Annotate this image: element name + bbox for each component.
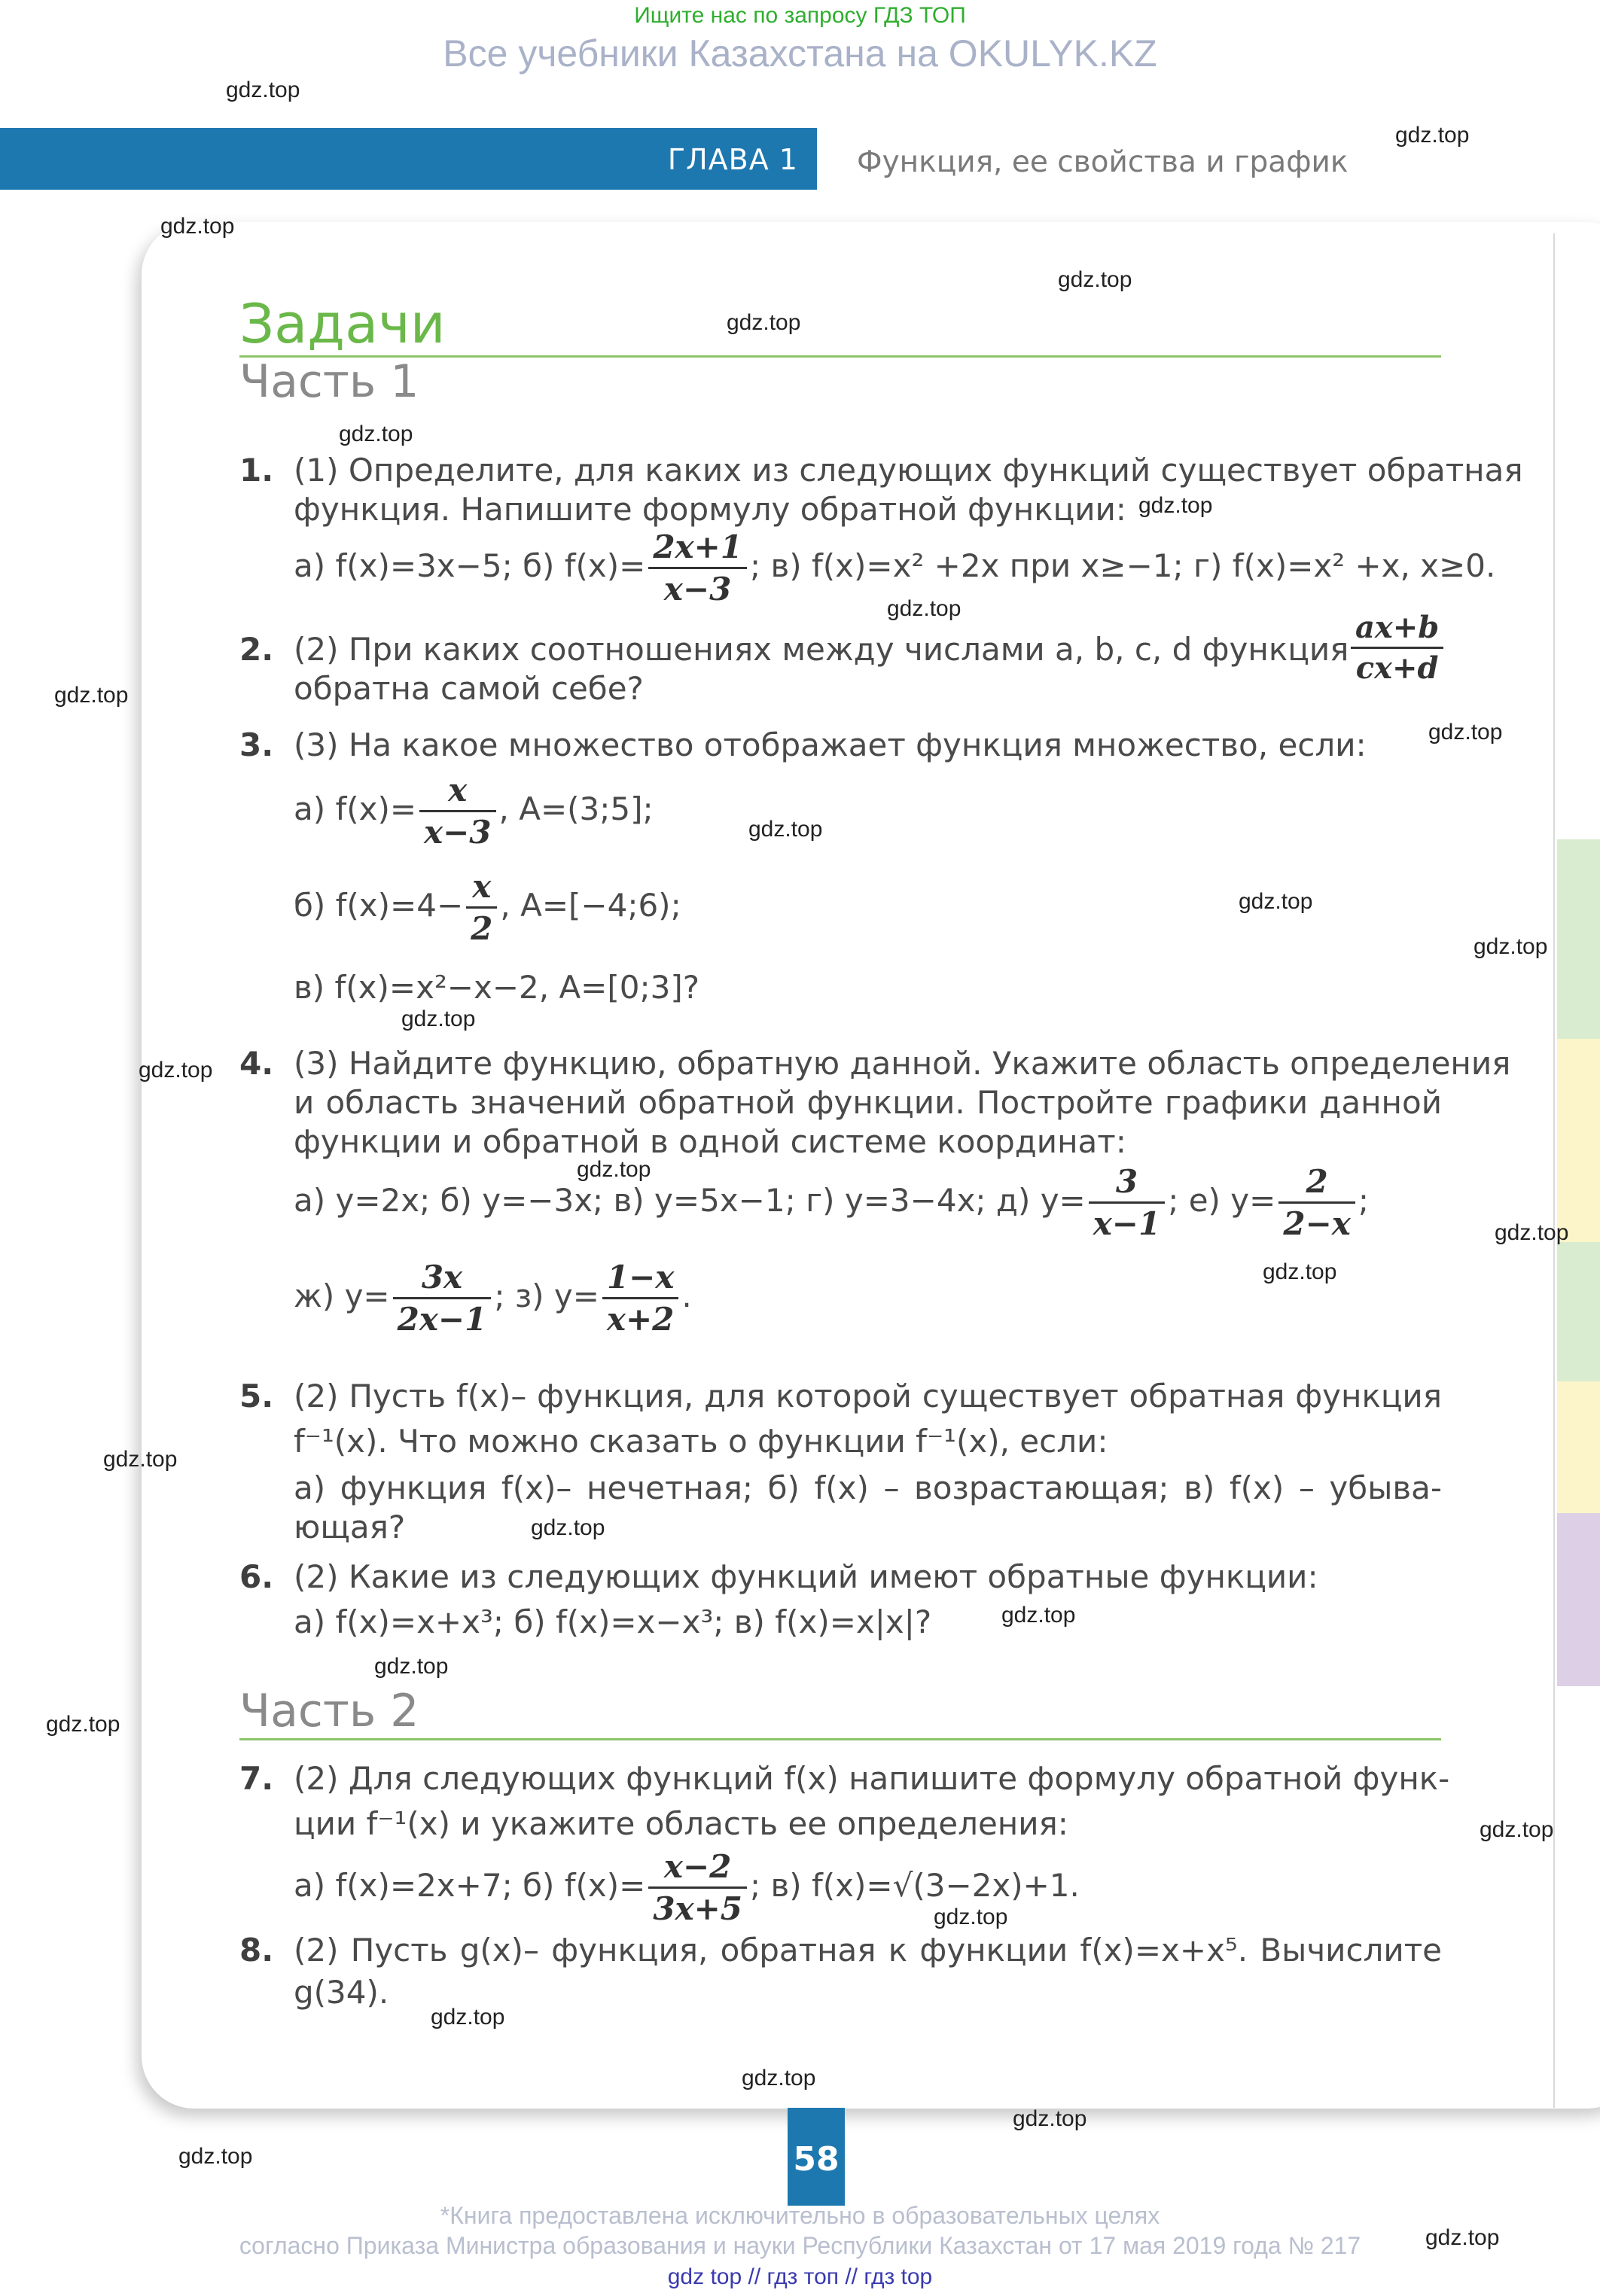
watermark: gdz.top xyxy=(339,422,413,446)
watermark: gdz.top xyxy=(1425,2225,1500,2250)
problem-1-item-a: а) f(x)=3x−5; б) f(x)= xyxy=(294,547,646,584)
denominator: 2x−1 xyxy=(397,1301,487,1338)
problem-2-line-2: обратна самой себе? xyxy=(294,670,644,707)
side-tab-green xyxy=(1557,839,1600,1039)
fraction xyxy=(419,772,495,851)
footer-links[interactable]: gdz top // гдз топ // гдз top xyxy=(667,2264,933,2289)
watermark: gdz.top xyxy=(1013,2106,1087,2131)
chapter-label: ГЛАВА 1 xyxy=(667,143,798,176)
numerator: x−2 xyxy=(648,1848,747,1889)
denominator: 2−x xyxy=(1283,1205,1351,1242)
problem-7-line-1: (2) Для следующих функций f(x) напишите формулу обратной функ- xyxy=(294,1760,1450,1797)
watermark: gdz.top xyxy=(1263,1259,1337,1284)
watermark: gdz.top xyxy=(54,683,129,708)
watermark: gdz.top xyxy=(1239,889,1313,914)
denominator: 3x+5 xyxy=(653,1890,742,1927)
problem-1-number: 1. xyxy=(239,452,274,489)
items-a-to-d: а) y=2x; б) y=−3x; в) y=5x−1; г) y=3−4x; д) y= xyxy=(294,1182,1086,1219)
denominator: x−1 xyxy=(1093,1205,1161,1242)
problem-3-line-1: (3) На какое множество отображает функция множество, если: xyxy=(294,726,1367,763)
side-tab-yellow xyxy=(1557,1039,1600,1242)
item-prefix: а) f(x)= xyxy=(294,790,417,827)
numerator: 2x+1 xyxy=(648,528,747,569)
problem-4-line-2: и область значений обратной функции. Постройте графики данной xyxy=(294,1084,1442,1121)
watermark: gdz.top xyxy=(887,596,962,621)
denominator: cx+d xyxy=(1355,650,1439,686)
item-zh-prefix: ж) y= xyxy=(294,1277,390,1314)
fraction xyxy=(1089,1163,1165,1242)
problem-1-items-rest: ; в) f(x)=x² +2x при x≥−1; г) f(x)=x² +x, x≥0. xyxy=(750,547,1496,584)
problem-1-line-2: функция. Напишите формулу обратной функции: xyxy=(294,491,1126,528)
numerator: 2 xyxy=(1278,1163,1355,1204)
search-hint: Ищите нас по запросу ГДЗ ТОП xyxy=(634,3,966,28)
watermark: gdz.top xyxy=(742,2066,816,2090)
problem-4-number: 4. xyxy=(239,1045,274,1082)
title-rule xyxy=(239,355,1441,358)
problem-6-line-1: (2) Какие из следующих функций имеют обратные функции: xyxy=(294,1558,1318,1595)
problem-3-item-a xyxy=(294,772,654,851)
fraction xyxy=(602,1259,678,1338)
numerator: x xyxy=(419,772,495,812)
item-suffix: , A=[−4;6); xyxy=(500,887,681,924)
problem-6-number: 6. xyxy=(239,1558,274,1595)
watermark: gdz.top xyxy=(1474,934,1548,959)
fraction xyxy=(1351,610,1443,686)
problem-4-items-row-2 xyxy=(294,1259,692,1338)
problem-1-line-1: (1) Определите, для каких из следующих функций существует обратная xyxy=(294,452,1523,489)
fraction xyxy=(1278,1163,1355,1242)
problem-3-item-c: в) f(x)=x²−x−2, A=[0;3]? xyxy=(294,969,700,1006)
fraction xyxy=(466,868,497,947)
footer-note-1: *Книга предоставлена исключительно в образовательных целях xyxy=(440,2202,1160,2229)
watermark: gdz.top xyxy=(160,214,235,239)
watermark: gdz.top xyxy=(401,1006,476,1031)
watermark: gdz.top xyxy=(748,817,823,842)
watermark: gdz.top xyxy=(431,2005,505,2030)
numerator: x xyxy=(466,868,497,909)
problem-5-line-3: а) функция f(x)– нечетная; б) f(x) – возрастающая; в) f(x) – убыва- xyxy=(294,1469,1442,1506)
watermark: gdz.top xyxy=(1138,493,1213,518)
numerator: ax+b xyxy=(1351,610,1443,649)
item-suffix: ; в) f(x)=√(3−2x)+1. xyxy=(750,1867,1080,1904)
side-tab-green-2 xyxy=(1557,1242,1600,1381)
side-tab-yellow-2 xyxy=(1557,1381,1600,1513)
side-tab-purple xyxy=(1557,1513,1600,1686)
footer-note-2: согласно Приказа Министра образования и науки Республики Казахстан от 17 мая 2019 года № 217 xyxy=(239,2232,1361,2259)
item-prefix: б) f(x)=4− xyxy=(294,887,464,924)
watermark: gdz.top xyxy=(178,2144,253,2169)
numerator: 3 xyxy=(1089,1163,1165,1204)
problem-6-line-2: а) f(x)=x+x³; б) f(x)=x−x³; в) f(x)=x|x|? xyxy=(294,1603,932,1640)
problem-7-number: 7. xyxy=(239,1760,274,1797)
watermark: gdz.top xyxy=(46,1712,120,1737)
watermark: gdz.top xyxy=(1058,267,1132,292)
watermark: gdz.top xyxy=(1495,1220,1569,1245)
watermark: gdz.top xyxy=(1428,720,1503,745)
problem-4-line-1: (3) Найдите функцию, обратную данной. Укажите область определения xyxy=(294,1045,1511,1082)
problem-2-line-1: (2) При каких соотношениях между числами a, b, c, d функция xyxy=(294,631,1349,668)
watermark: gdz.top xyxy=(531,1515,605,1540)
watermark: gdz.top xyxy=(226,78,300,102)
item-suffix: , A=(3;5]; xyxy=(498,790,654,827)
numerator: 1−x xyxy=(602,1259,678,1299)
denominator: x−3 xyxy=(663,571,732,607)
item-prefix: а) f(x)=2x+7; б) f(x)= xyxy=(294,1867,646,1904)
problem-8-line-2: g(34). xyxy=(294,1974,389,2011)
problem-4-items-row-1 xyxy=(294,1163,1369,1242)
watermark: gdz.top xyxy=(577,1157,651,1182)
problem-5-line-2: f⁻¹(x). Что можно сказать о функции f⁻¹(x), если: xyxy=(294,1423,1108,1460)
problem-2-fraction xyxy=(1348,610,1446,686)
watermark: gdz.top xyxy=(1395,123,1470,148)
denominator: 2 xyxy=(471,910,493,947)
problem-4-line-3: функции и обратной в одной системе координат: xyxy=(294,1123,1126,1160)
problem-2-number: 2. xyxy=(239,631,274,668)
section-title: Задачи xyxy=(239,292,446,355)
item-e-prefix: ; е) y= xyxy=(1168,1182,1276,1219)
problem-8-line-1: (2) Пусть g(x)– функция, обратная к функции f(x)=x+x⁵. Вычислите xyxy=(294,1932,1442,1969)
watermark: gdz.top xyxy=(727,310,801,335)
problem-8-number: 8. xyxy=(239,1932,274,1969)
denominator: x+2 xyxy=(606,1301,675,1338)
problem-3-item-b xyxy=(294,868,681,947)
chapter-title: Функция, ее свойства и график xyxy=(857,145,1349,179)
part-2-heading: Часть 2 xyxy=(239,1685,419,1737)
problem-5-line-4: ющая? xyxy=(294,1509,406,1545)
site-banner: Все учебники Казахстана на OKULYK.KZ xyxy=(443,32,1157,75)
watermark: gdz.top xyxy=(139,1058,213,1083)
part-1-heading: Часть 1 xyxy=(239,355,419,408)
numerator: 3x xyxy=(393,1259,492,1299)
watermark: gdz.top xyxy=(1001,1603,1076,1628)
part-2-rule xyxy=(239,1738,1441,1740)
fraction xyxy=(648,1848,747,1927)
watermark: gdz.top xyxy=(934,1905,1008,1929)
denominator: x−3 xyxy=(424,814,492,851)
item-e-suffix: ; xyxy=(1358,1182,1369,1219)
problem-7-line-2: ции f⁻¹(x) и укажите область ее определения: xyxy=(294,1805,1068,1842)
item-z-prefix: ; з) y= xyxy=(494,1277,599,1314)
page-number: 58 xyxy=(793,2140,840,2179)
fraction xyxy=(648,528,747,607)
problem-5-number: 5. xyxy=(239,1378,274,1414)
watermark: gdz.top xyxy=(103,1447,178,1472)
watermark: gdz.top xyxy=(1480,1817,1554,1842)
problem-3-number: 3. xyxy=(239,726,274,763)
item-z-suffix: . xyxy=(681,1277,692,1314)
watermark: gdz.top xyxy=(374,1654,449,1679)
problem-5-line-1: (2) Пусть f(x)– функция, для которой существует обратная функция xyxy=(294,1378,1442,1414)
fraction xyxy=(393,1259,492,1338)
